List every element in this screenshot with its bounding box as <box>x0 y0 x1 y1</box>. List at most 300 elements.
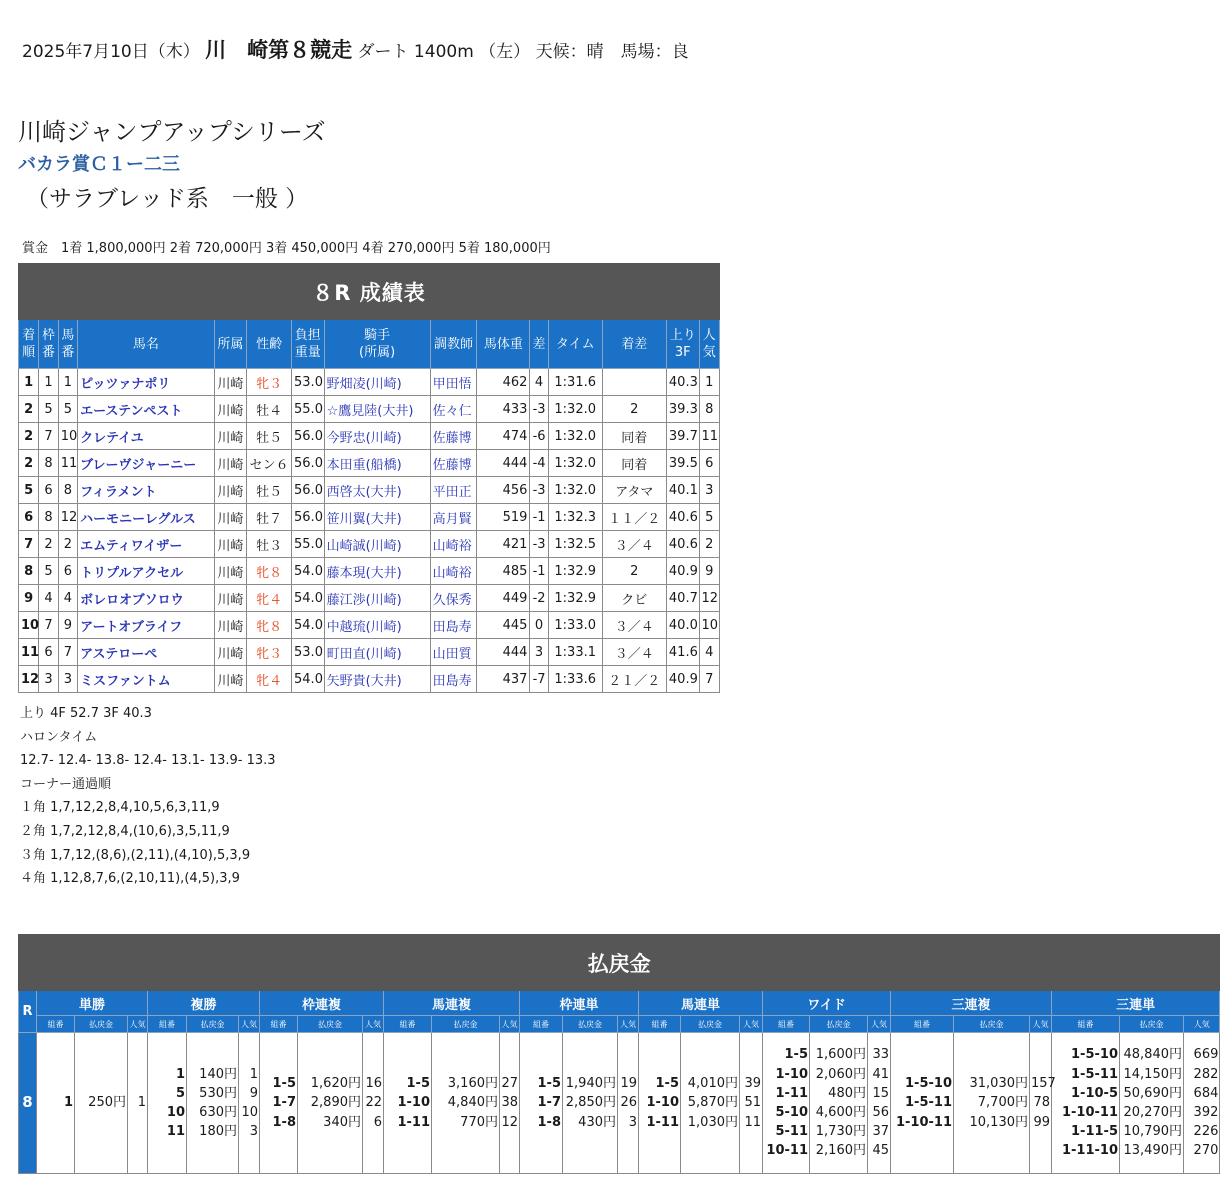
result-row <box>19 423 720 450</box>
payout-combo-value: 10-11 <box>766 1143 808 1159</box>
margin-cell <box>602 369 666 396</box>
payout-combo-value: 1-5 <box>655 1076 679 1092</box>
payout-combo-value: 1-8 <box>537 1114 561 1130</box>
payout-pop-value: 26 <box>620 1095 637 1111</box>
payout-pop-value: 392 <box>1193 1105 1219 1120</box>
payout-combo-value: 1-7 <box>537 1095 561 1111</box>
payout-amount-value: 2,160円 <box>815 1143 866 1159</box>
weight-cell: 56.0 <box>292 504 325 531</box>
sex-age-cell: 牡７ <box>247 504 292 531</box>
results-body <box>19 369 720 693</box>
jockey-link[interactable]: 藤江渉(川崎) <box>324 585 430 612</box>
payout-pops-cell <box>363 1033 384 1174</box>
payout-combo-value: 1 <box>175 1066 185 1082</box>
payout-combo-value: 1-5 <box>272 1076 296 1092</box>
jockey-link[interactable]: 笹川翼(大井) <box>324 504 430 531</box>
horse-name-link[interactable]: トリプルアクセル <box>78 558 215 585</box>
race-header <box>22 34 689 64</box>
weight-cell: 56.0 <box>292 450 325 477</box>
payout-pop-value: 270 <box>1193 1143 1219 1159</box>
payout-pop-value: 282 <box>1193 1066 1219 1082</box>
payout-amount-value: 340円 <box>323 1114 361 1130</box>
payout-amount-value: 14,150円 <box>1123 1066 1182 1082</box>
payout-combo-value: 1-8 <box>272 1114 296 1130</box>
rank-cell: 2 <box>19 450 39 477</box>
race-series: 川崎ジャンプアップシリーズ <box>18 118 326 146</box>
payout-amount-value: 20,270円 <box>1123 1105 1182 1120</box>
payout-sub-header: 組番 <box>384 1016 432 1033</box>
last3f-cell: 40.0 <box>666 612 699 639</box>
race-date: 2025年7月10日（木） <box>22 42 200 62</box>
sex-age-cell: 牡３ <box>247 531 292 558</box>
waku-cell: 2 <box>39 531 58 558</box>
body-weight-cell: 437 <box>477 666 530 693</box>
result-row <box>19 396 720 423</box>
payout-amount-value: 2,060円 <box>815 1066 866 1082</box>
weight-cell: 55.0 <box>292 396 325 423</box>
payout-combo-value: 11 <box>166 1124 185 1140</box>
trainer-link[interactable]: 久保秀 <box>430 585 477 612</box>
result-row <box>19 639 720 666</box>
payout-amount-value: 4,840円 <box>447 1095 498 1111</box>
result-row <box>19 612 720 639</box>
payout-sub-header: 人気 <box>128 1016 148 1033</box>
margin-cell: クビ <box>602 585 666 612</box>
payout-sub-header: 人気 <box>868 1016 891 1033</box>
payout-sub-header: 払戻金 <box>75 1016 128 1033</box>
payout-group-header: 三連単 <box>1052 991 1220 1016</box>
result-row <box>19 585 720 612</box>
last3f-cell: 41.6 <box>666 639 699 666</box>
jockey-link[interactable]: 本田重(船橋) <box>324 450 430 477</box>
payout-amount-value: 10,130円 <box>969 1114 1028 1130</box>
last3f-cell: 39.3 <box>666 396 699 423</box>
payout-sub-header: 払戻金 <box>563 1016 618 1033</box>
payout-combos-cell <box>639 1033 681 1174</box>
horse-name-link[interactable]: ブレーヴジャーニー <box>78 450 215 477</box>
payout-pops-cell <box>128 1033 148 1174</box>
payout-amounts-cell <box>187 1033 239 1174</box>
payout-pop-value: 19 <box>620 1076 637 1092</box>
payout-amount-value: 10,790円 <box>1123 1124 1182 1140</box>
rank-cell: 9 <box>19 585 39 612</box>
last3f-cell: 40.9 <box>666 558 699 585</box>
payout-combos-cell <box>1052 1033 1120 1174</box>
results-col-header: 馬体重 <box>477 320 530 369</box>
payout-sub-header: 組番 <box>1052 1016 1120 1033</box>
payout-pop-value: 56 <box>872 1105 889 1120</box>
payout-sub-header: 組番 <box>37 1016 75 1033</box>
belong-cell: 川崎 <box>214 450 247 477</box>
weight-diff-cell: -7 <box>530 666 548 693</box>
body-weight-cell: 444 <box>477 450 530 477</box>
body-weight-cell: 462 <box>477 369 530 396</box>
payout-group-header: 三連複 <box>891 991 1052 1016</box>
rank-cell: 12 <box>19 666 39 693</box>
payout-combo-value: 1-11 <box>397 1114 430 1130</box>
payout-amount-value: 480円 <box>828 1085 866 1101</box>
payout-pop-value: 45 <box>872 1143 889 1159</box>
agari-time: 上り 4F 52.7 3F 40.3 <box>20 706 152 721</box>
rank-cell: 8 <box>19 558 39 585</box>
results-col-header: 枠 番 <box>39 320 58 369</box>
belong-cell: 川崎 <box>214 369 247 396</box>
result-row <box>19 666 720 693</box>
race-class: （サラブレッド系 一般 ） <box>26 186 309 212</box>
trainer-link[interactable]: 山崎裕 <box>430 531 477 558</box>
payout-sub-header: 払戻金 <box>954 1016 1030 1033</box>
last3f-cell: 39.7 <box>666 423 699 450</box>
results-col-header: 性齢 <box>247 320 292 369</box>
trainer-link[interactable]: 佐藤博 <box>430 423 477 450</box>
body-weight-cell: 456 <box>477 477 530 504</box>
sex-age-cell: 牡５ <box>247 477 292 504</box>
horse-name-link[interactable]: クレテイユ <box>78 423 215 450</box>
body-weight-cell: 433 <box>477 396 530 423</box>
payout-combo-value: 1-10 <box>646 1095 679 1111</box>
weight-cell: 53.0 <box>292 639 325 666</box>
payout-sub-header: 組番 <box>148 1016 187 1033</box>
payout-pops-cell <box>239 1033 260 1174</box>
payout-amount-value: 1,030円 <box>687 1114 738 1130</box>
payout-group-header: 枠連単 <box>520 991 639 1016</box>
payout-sub-header: 組番 <box>260 1016 298 1033</box>
uma-cell: 9 <box>58 612 77 639</box>
corner-1: １角 1,7,12,2,8,4,10,5,6,3,11,9 <box>20 800 220 816</box>
horse-name-link[interactable]: アステローペ <box>78 639 215 666</box>
corner-label: コーナー通過順 <box>20 776 112 792</box>
payout-sub-header: 人気 <box>239 1016 260 1033</box>
last3f-cell: 40.9 <box>666 666 699 693</box>
uma-cell: 10 <box>58 423 77 450</box>
weight-diff-cell: -1 <box>530 504 548 531</box>
payout-pop-value: 11 <box>744 1114 761 1130</box>
weight-diff-cell: 3 <box>530 639 548 666</box>
race-conditions: ダート 1400m （左） 天候：晴 馬場：良 <box>357 42 689 62</box>
jockey-link[interactable]: 藤本現(大井) <box>324 558 430 585</box>
jockey-link[interactable]: 矢野貴(大井) <box>324 666 430 693</box>
payout-combo-value: 1-10-11 <box>895 1114 952 1130</box>
jockey-link[interactable]: 山崎誠(川崎) <box>324 531 430 558</box>
payout-amount-value: 3,160円 <box>447 1076 498 1092</box>
payout-pop-value: 15 <box>872 1085 889 1101</box>
payout-pop-value: 3 <box>249 1124 258 1140</box>
body-weight-cell: 445 <box>477 612 530 639</box>
sex-age-cell: 牝４ <box>247 585 292 612</box>
payout-group-header: ワイド <box>763 991 891 1016</box>
jockey-link[interactable]: 西啓太(大井) <box>324 477 430 504</box>
payout-combo-value: 1-11-5 <box>1071 1124 1118 1140</box>
belong-cell: 川崎 <box>214 396 247 423</box>
payout-sub-header: 払戻金 <box>681 1016 740 1033</box>
uma-cell: 2 <box>58 531 77 558</box>
payout-sub-header: 組番 <box>520 1016 563 1033</box>
last3f-cell: 40.3 <box>666 369 699 396</box>
trainer-link[interactable]: 山崎裕 <box>430 558 477 585</box>
sex-age-cell: セン６ <box>247 450 292 477</box>
payout-pop-value: 37 <box>872 1124 889 1140</box>
waku-cell: 8 <box>39 504 58 531</box>
payout-pops-cell <box>1184 1033 1220 1174</box>
waku-cell: 7 <box>39 612 58 639</box>
sex-age-cell: 牝４ <box>247 666 292 693</box>
payout-combos-cell <box>148 1033 187 1174</box>
popularity-cell: 2 <box>699 531 720 558</box>
payout-sub-header: 組番 <box>763 1016 810 1033</box>
margin-cell: 2 <box>602 396 666 423</box>
payout-amount-value: 1,600円 <box>815 1047 866 1063</box>
payout-pop-value: 51 <box>744 1095 761 1111</box>
results-col-header: 差 <box>530 320 548 369</box>
trainer-link[interactable]: 甲田悟 <box>430 369 477 396</box>
payout-amount-value: 180円 <box>199 1124 237 1140</box>
payout-combo-value: 1-5-11 <box>1071 1066 1118 1082</box>
waku-cell: 1 <box>39 369 58 396</box>
payout-combo-value: 10 <box>166 1105 185 1120</box>
payout-combo-value: 1-10-11 <box>1061 1105 1118 1120</box>
results-header-row <box>19 320 720 369</box>
results-col-header: 馬 番 <box>58 320 77 369</box>
belong-cell: 川崎 <box>214 666 247 693</box>
payout-combos-cell <box>891 1033 954 1174</box>
payout-amount-value: 31,030円 <box>969 1076 1028 1092</box>
payout-amount-value: 4,010円 <box>687 1076 738 1092</box>
payout-sub-header: 人気 <box>1030 1016 1052 1033</box>
payout-combo-value: 1-5-10 <box>905 1076 952 1092</box>
belong-cell: 川崎 <box>214 477 247 504</box>
results-col-header: 調教師 <box>430 320 477 369</box>
horse-name-link[interactable]: フィラメント <box>78 477 215 504</box>
margin-cell: アタマ <box>602 477 666 504</box>
time-cell: 1:32.0 <box>548 423 602 450</box>
weight-cell: 55.0 <box>292 531 325 558</box>
margin-cell: ３／４ <box>602 531 666 558</box>
payout-pop-value: 27 <box>501 1076 518 1092</box>
payout-amount-value: 630円 <box>199 1105 237 1120</box>
horse-name-link[interactable]: エーステンペスト <box>78 396 215 423</box>
trainer-link[interactable]: 田島寿 <box>430 666 477 693</box>
body-weight-cell: 485 <box>477 558 530 585</box>
uma-cell: 11 <box>58 450 77 477</box>
uma-cell: 8 <box>58 477 77 504</box>
jockey-link[interactable]: 中越琉(川崎) <box>324 612 430 639</box>
popularity-cell: 5 <box>699 504 720 531</box>
popularity-cell: 1 <box>699 369 720 396</box>
horse-name-link[interactable]: ピッツァナポリ <box>78 369 215 396</box>
corner-3: ３角 1,7,12,(8,6),(2,11),(4,10),5,3,9 <box>20 847 251 863</box>
last3f-cell: 40.6 <box>666 531 699 558</box>
uma-cell: 5 <box>58 396 77 423</box>
jockey-link[interactable]: ☆鷹見陸(大井) <box>324 396 430 423</box>
last3f-cell: 40.6 <box>666 504 699 531</box>
uma-cell: 3 <box>58 666 77 693</box>
body-weight-cell: 474 <box>477 423 530 450</box>
waku-cell: 3 <box>39 666 58 693</box>
payout-combos-cell <box>260 1033 298 1174</box>
payout-amount-value: 770円 <box>460 1114 498 1130</box>
waku-cell: 4 <box>39 585 58 612</box>
payout-combos-cell <box>384 1033 432 1174</box>
uma-cell: 12 <box>58 504 77 531</box>
trainer-link[interactable]: 佐々仁 <box>430 396 477 423</box>
payout-pop-value: 1 <box>249 1066 258 1082</box>
margin-cell: ３／４ <box>602 639 666 666</box>
payout-pop-value: 10 <box>241 1105 258 1120</box>
payout-amounts-cell <box>563 1033 618 1174</box>
sex-age-cell: 牡４ <box>247 396 292 423</box>
payout-group-header: 複勝 <box>148 991 260 1016</box>
trainer-link[interactable]: 平田正 <box>430 477 477 504</box>
payout-pop-value: 1 <box>137 1095 146 1111</box>
payout-pop-value: 22 <box>365 1095 382 1111</box>
payout-amounts-cell <box>298 1033 363 1174</box>
weight-diff-cell: 0 <box>530 612 548 639</box>
weight-diff-cell: -3 <box>530 531 548 558</box>
weight-cell: 54.0 <box>292 612 325 639</box>
payout-combo-value: 1-10 <box>397 1095 430 1111</box>
payout-pop-value: 9 <box>249 1085 258 1101</box>
sex-age-cell: 牝８ <box>247 558 292 585</box>
waku-cell: 5 <box>39 396 58 423</box>
payout-amount-value: 1,730円 <box>815 1124 866 1140</box>
payout-pop-value: 38 <box>501 1095 518 1111</box>
rank-cell: 10 <box>19 612 39 639</box>
payout-pop-value: 157 <box>1031 1076 1056 1092</box>
payout-amount-value: 430円 <box>578 1114 616 1130</box>
trainer-link[interactable]: 山田質 <box>430 639 477 666</box>
popularity-cell: 8 <box>699 396 720 423</box>
popularity-cell: 11 <box>699 423 720 450</box>
payout-pop-value: 33 <box>872 1047 889 1063</box>
result-row <box>19 531 720 558</box>
payout-group-header: 馬連複 <box>384 991 520 1016</box>
horse-name-link[interactable]: エムティワイザー <box>78 531 215 558</box>
payout-pop-value: 41 <box>872 1066 889 1082</box>
payout-group-header: 単勝 <box>37 991 148 1016</box>
rank-cell: 2 <box>19 423 39 450</box>
margin-cell: 同着 <box>602 423 666 450</box>
payout-amount-value: 48,840円 <box>1123 1047 1182 1063</box>
belong-cell: 川崎 <box>214 639 247 666</box>
payout-pop-value: 3 <box>628 1114 637 1130</box>
rank-cell: 2 <box>19 396 39 423</box>
belong-cell: 川崎 <box>214 612 247 639</box>
margin-cell: 2 <box>602 558 666 585</box>
payout-table <box>18 934 1220 1174</box>
payout-sub-row <box>19 1016 1220 1033</box>
weight-cell: 54.0 <box>292 585 325 612</box>
payout-amount-value: 2,850円 <box>565 1095 616 1111</box>
payout-combos-cell <box>763 1033 810 1174</box>
uma-cell: 6 <box>58 558 77 585</box>
payout-combo-value: 1-11-10 <box>1061 1143 1118 1159</box>
margin-cell: 同着 <box>602 450 666 477</box>
payout-amount-value: 1,940円 <box>565 1076 616 1092</box>
body-weight-cell: 421 <box>477 531 530 558</box>
belong-cell: 川崎 <box>214 558 247 585</box>
trainer-link[interactable]: 田島寿 <box>430 612 477 639</box>
jockey-link[interactable]: 町田直(川崎) <box>324 639 430 666</box>
payout-pop-value: 99 <box>1033 1114 1050 1130</box>
horse-name-link[interactable]: アートオブライフ <box>78 612 215 639</box>
payout-pop-value: 39 <box>744 1076 761 1092</box>
payout-combo-value: 1-7 <box>272 1095 296 1111</box>
payout-amounts-cell <box>1120 1033 1184 1174</box>
weight-diff-cell: 4 <box>530 369 548 396</box>
horse-name-link[interactable]: ミスファントム <box>78 666 215 693</box>
payout-amounts-cell <box>681 1033 740 1174</box>
weight-cell: 54.0 <box>292 666 325 693</box>
popularity-cell: 10 <box>699 612 720 639</box>
sex-age-cell: 牡５ <box>247 423 292 450</box>
payout-sub-header: 払戻金 <box>432 1016 500 1033</box>
trainer-link[interactable]: 高月賢 <box>430 504 477 531</box>
rank-cell: 11 <box>19 639 39 666</box>
time-cell: 1:32.9 <box>548 585 602 612</box>
payout-pops-cell <box>868 1033 891 1174</box>
time-cell: 1:32.0 <box>548 450 602 477</box>
jockey-link[interactable]: 野畑凌(川崎) <box>324 369 430 396</box>
weight-diff-cell: -2 <box>530 585 548 612</box>
body-weight-cell: 444 <box>477 639 530 666</box>
waku-cell: 5 <box>39 558 58 585</box>
payout-combo-value: 1-11 <box>775 1085 808 1101</box>
rank-cell: 1 <box>19 369 39 396</box>
halon-label: ハロンタイム <box>20 729 98 745</box>
horse-name-link[interactable]: ボレロオブソロウ <box>78 585 215 612</box>
results-col-header: 馬名 <box>78 320 215 369</box>
payout-pops-cell <box>500 1033 520 1174</box>
payout-combo-value: 1-10 <box>775 1066 808 1082</box>
uma-cell: 4 <box>58 585 77 612</box>
payout-amount-value: 7,700円 <box>977 1095 1028 1111</box>
payout-sub-header: 人気 <box>500 1016 520 1033</box>
results-col-header: 着 順 <box>19 320 39 369</box>
results-title: ８R 成績表 <box>19 264 720 320</box>
popularity-cell: 12 <box>699 585 720 612</box>
payout-race-number: 8 <box>19 1033 37 1174</box>
payout-amounts-cell <box>75 1033 128 1174</box>
payout-group-header: 馬連単 <box>639 991 763 1016</box>
time-cell: 1:32.0 <box>548 477 602 504</box>
payout-pops-cell <box>1030 1033 1056 1174</box>
time-cell: 1:32.9 <box>548 558 602 585</box>
result-row <box>19 477 720 504</box>
weight-cell: 56.0 <box>292 423 325 450</box>
payout-amounts-cell <box>954 1033 1030 1174</box>
corner-2: ２角 1,7,2,12,8,4,(10,6),3,5,11,9 <box>20 823 230 839</box>
results-col-header: タイム <box>548 320 602 369</box>
payout-combo-value: 5-11 <box>775 1124 808 1140</box>
payout-pop-value: 684 <box>1193 1085 1219 1101</box>
payout-combo-value: 1-11 <box>646 1114 679 1130</box>
payout-amount-value: 250円 <box>88 1095 126 1111</box>
payout-combo-value: 5 <box>175 1085 185 1101</box>
payout-sub-header: 人気 <box>740 1016 763 1033</box>
last3f-cell: 39.5 <box>666 450 699 477</box>
payout-sub-header: 払戻金 <box>298 1016 363 1033</box>
time-cell: 1:33.6 <box>548 666 602 693</box>
time-cell: 1:33.1 <box>548 639 602 666</box>
payout-combo-value: 5-10 <box>775 1105 808 1120</box>
rank-cell: 5 <box>19 477 39 504</box>
horse-name-link[interactable]: ハーモニーレグルス <box>78 504 215 531</box>
trainer-link[interactable]: 佐藤博 <box>430 450 477 477</box>
weight-diff-cell: -3 <box>530 396 548 423</box>
payout-combo-value: 1-5-11 <box>905 1095 952 1111</box>
jockey-link[interactable]: 今野忠(川崎) <box>324 423 430 450</box>
payout-pop-value: 226 <box>1193 1124 1219 1140</box>
